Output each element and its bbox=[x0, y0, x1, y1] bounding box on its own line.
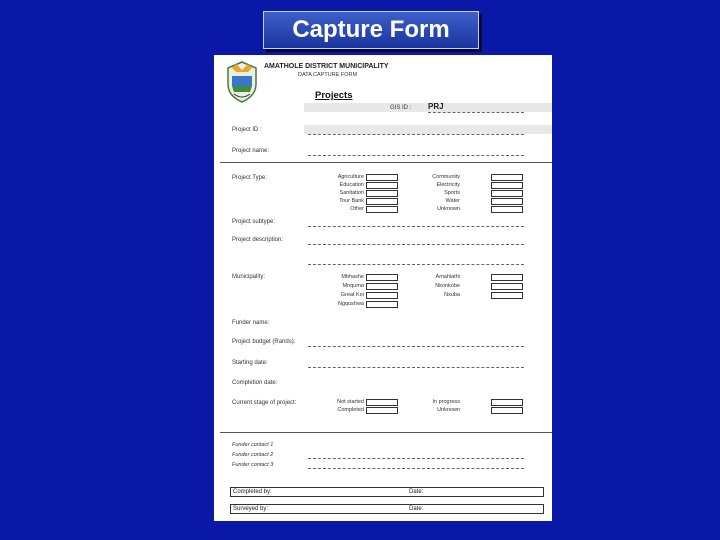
project-type-option: Other bbox=[350, 206, 364, 212]
municipality-option: Mbhashe bbox=[341, 274, 364, 280]
section-divider bbox=[220, 162, 552, 163]
stage-option: Not started bbox=[337, 399, 364, 405]
project-id-field[interactable] bbox=[308, 134, 524, 135]
funder-name-label: Funder name: bbox=[232, 320, 270, 326]
surveyed-by-box[interactable] bbox=[230, 504, 544, 514]
municipality-checkbox[interactable] bbox=[491, 274, 523, 281]
stage-checkbox[interactable] bbox=[366, 399, 398, 406]
project-stage-label: Current stage of project: bbox=[232, 400, 297, 406]
completed-by-label: Completed by: bbox=[233, 489, 272, 495]
municipality-checkbox[interactable] bbox=[491, 283, 523, 290]
surveyed-by-label: Surveyed by: bbox=[233, 506, 269, 512]
project-type-option: Community bbox=[432, 174, 460, 180]
municipality-checkbox[interactable] bbox=[366, 274, 398, 281]
org-name: AMATHOLE DISTRICT MUNICIPALITY bbox=[264, 63, 389, 70]
project-type-option: Agriculture bbox=[337, 174, 364, 180]
municipality-option: Mnquma bbox=[342, 283, 364, 289]
project-type-option: Education bbox=[339, 182, 364, 188]
project-budget-field[interactable] bbox=[308, 346, 524, 347]
stage-checkbox[interactable] bbox=[491, 399, 523, 406]
municipality-crest-icon bbox=[222, 60, 262, 104]
funder-contact-label: Funder contact 2 bbox=[232, 452, 274, 458]
project-id-row-shading bbox=[304, 125, 552, 134]
project-type-option: Sports bbox=[444, 190, 460, 196]
starting-date-field[interactable] bbox=[308, 367, 524, 368]
surveyed-date-label: Date: bbox=[409, 506, 424, 512]
stage-option: In progress bbox=[432, 399, 460, 405]
project-description-field-2[interactable] bbox=[308, 264, 524, 265]
municipality-checkbox[interactable] bbox=[366, 292, 398, 299]
funder-contact-field[interactable] bbox=[308, 458, 524, 459]
project-type-checkbox[interactable] bbox=[366, 182, 398, 189]
project-type-checkbox[interactable] bbox=[491, 190, 523, 197]
slide-title: Capture Form bbox=[263, 11, 479, 49]
gis-id-label: GIS ID : bbox=[390, 105, 412, 111]
gis-id-value: PRJ bbox=[428, 102, 444, 111]
form-heading: Projects bbox=[315, 90, 353, 101]
project-type-option: Tour Bank bbox=[339, 198, 364, 204]
completed-by-box[interactable] bbox=[230, 487, 544, 497]
project-name-field[interactable] bbox=[308, 155, 524, 156]
municipality-checkbox[interactable] bbox=[491, 292, 523, 299]
project-type-checkbox[interactable] bbox=[491, 198, 523, 205]
project-name-label: Project name: bbox=[232, 148, 270, 154]
project-type-option: Unknown bbox=[437, 206, 460, 212]
project-id-label: Project ID : bbox=[232, 127, 262, 133]
project-type-checkbox[interactable] bbox=[491, 206, 523, 213]
stage-option: Completed bbox=[337, 407, 364, 413]
project-type-checkbox[interactable] bbox=[366, 174, 398, 181]
municipality-checkbox[interactable] bbox=[366, 283, 398, 290]
completed-date-label: Date: bbox=[409, 489, 424, 495]
municipality-option: Ngqushwa bbox=[338, 301, 364, 307]
municipality-option: Amahlathi bbox=[435, 274, 460, 280]
project-type-checkbox[interactable] bbox=[366, 198, 398, 205]
project-type-label: Project Type: bbox=[232, 175, 267, 181]
gis-id-field[interactable] bbox=[428, 112, 524, 113]
project-type-checkbox[interactable] bbox=[366, 190, 398, 197]
funder-contact-label: Funder contact 1 bbox=[232, 442, 274, 448]
funder-contact-label: Funder contact 3 bbox=[232, 462, 274, 468]
project-type-checkbox[interactable] bbox=[491, 182, 523, 189]
form-subtitle: DATA CAPTURE FORM bbox=[298, 72, 358, 78]
municipality-option: Nxuba bbox=[444, 292, 460, 298]
project-description-label: Project description: bbox=[232, 237, 284, 243]
project-budget-label: Project budget (Rands): bbox=[232, 339, 296, 345]
project-description-field[interactable] bbox=[308, 244, 524, 245]
municipality-label: Municipality: bbox=[232, 274, 266, 280]
municipality-option: Great Kei bbox=[340, 292, 364, 298]
stage-checkbox[interactable] bbox=[366, 407, 398, 414]
section-divider bbox=[220, 432, 552, 433]
municipality-checkbox[interactable] bbox=[366, 301, 398, 308]
municipality-option: Nkonkobe bbox=[435, 283, 460, 289]
project-type-checkbox[interactable] bbox=[491, 174, 523, 181]
starting-date-label: Starting date: bbox=[232, 360, 268, 366]
completion-date-label: Completion date: bbox=[232, 380, 278, 386]
project-type-option: Sanitation bbox=[339, 190, 364, 196]
capture-form-document bbox=[214, 55, 552, 521]
project-subtype-label: Project subtype: bbox=[232, 219, 276, 225]
funder-contact-field[interactable] bbox=[308, 468, 524, 469]
project-type-checkbox[interactable] bbox=[366, 206, 398, 213]
project-type-option: Electricity bbox=[436, 182, 460, 188]
project-subtype-field[interactable] bbox=[308, 226, 524, 227]
project-type-option: Water bbox=[445, 198, 460, 204]
stage-option: Unknown bbox=[437, 407, 460, 413]
stage-checkbox[interactable] bbox=[491, 407, 523, 414]
